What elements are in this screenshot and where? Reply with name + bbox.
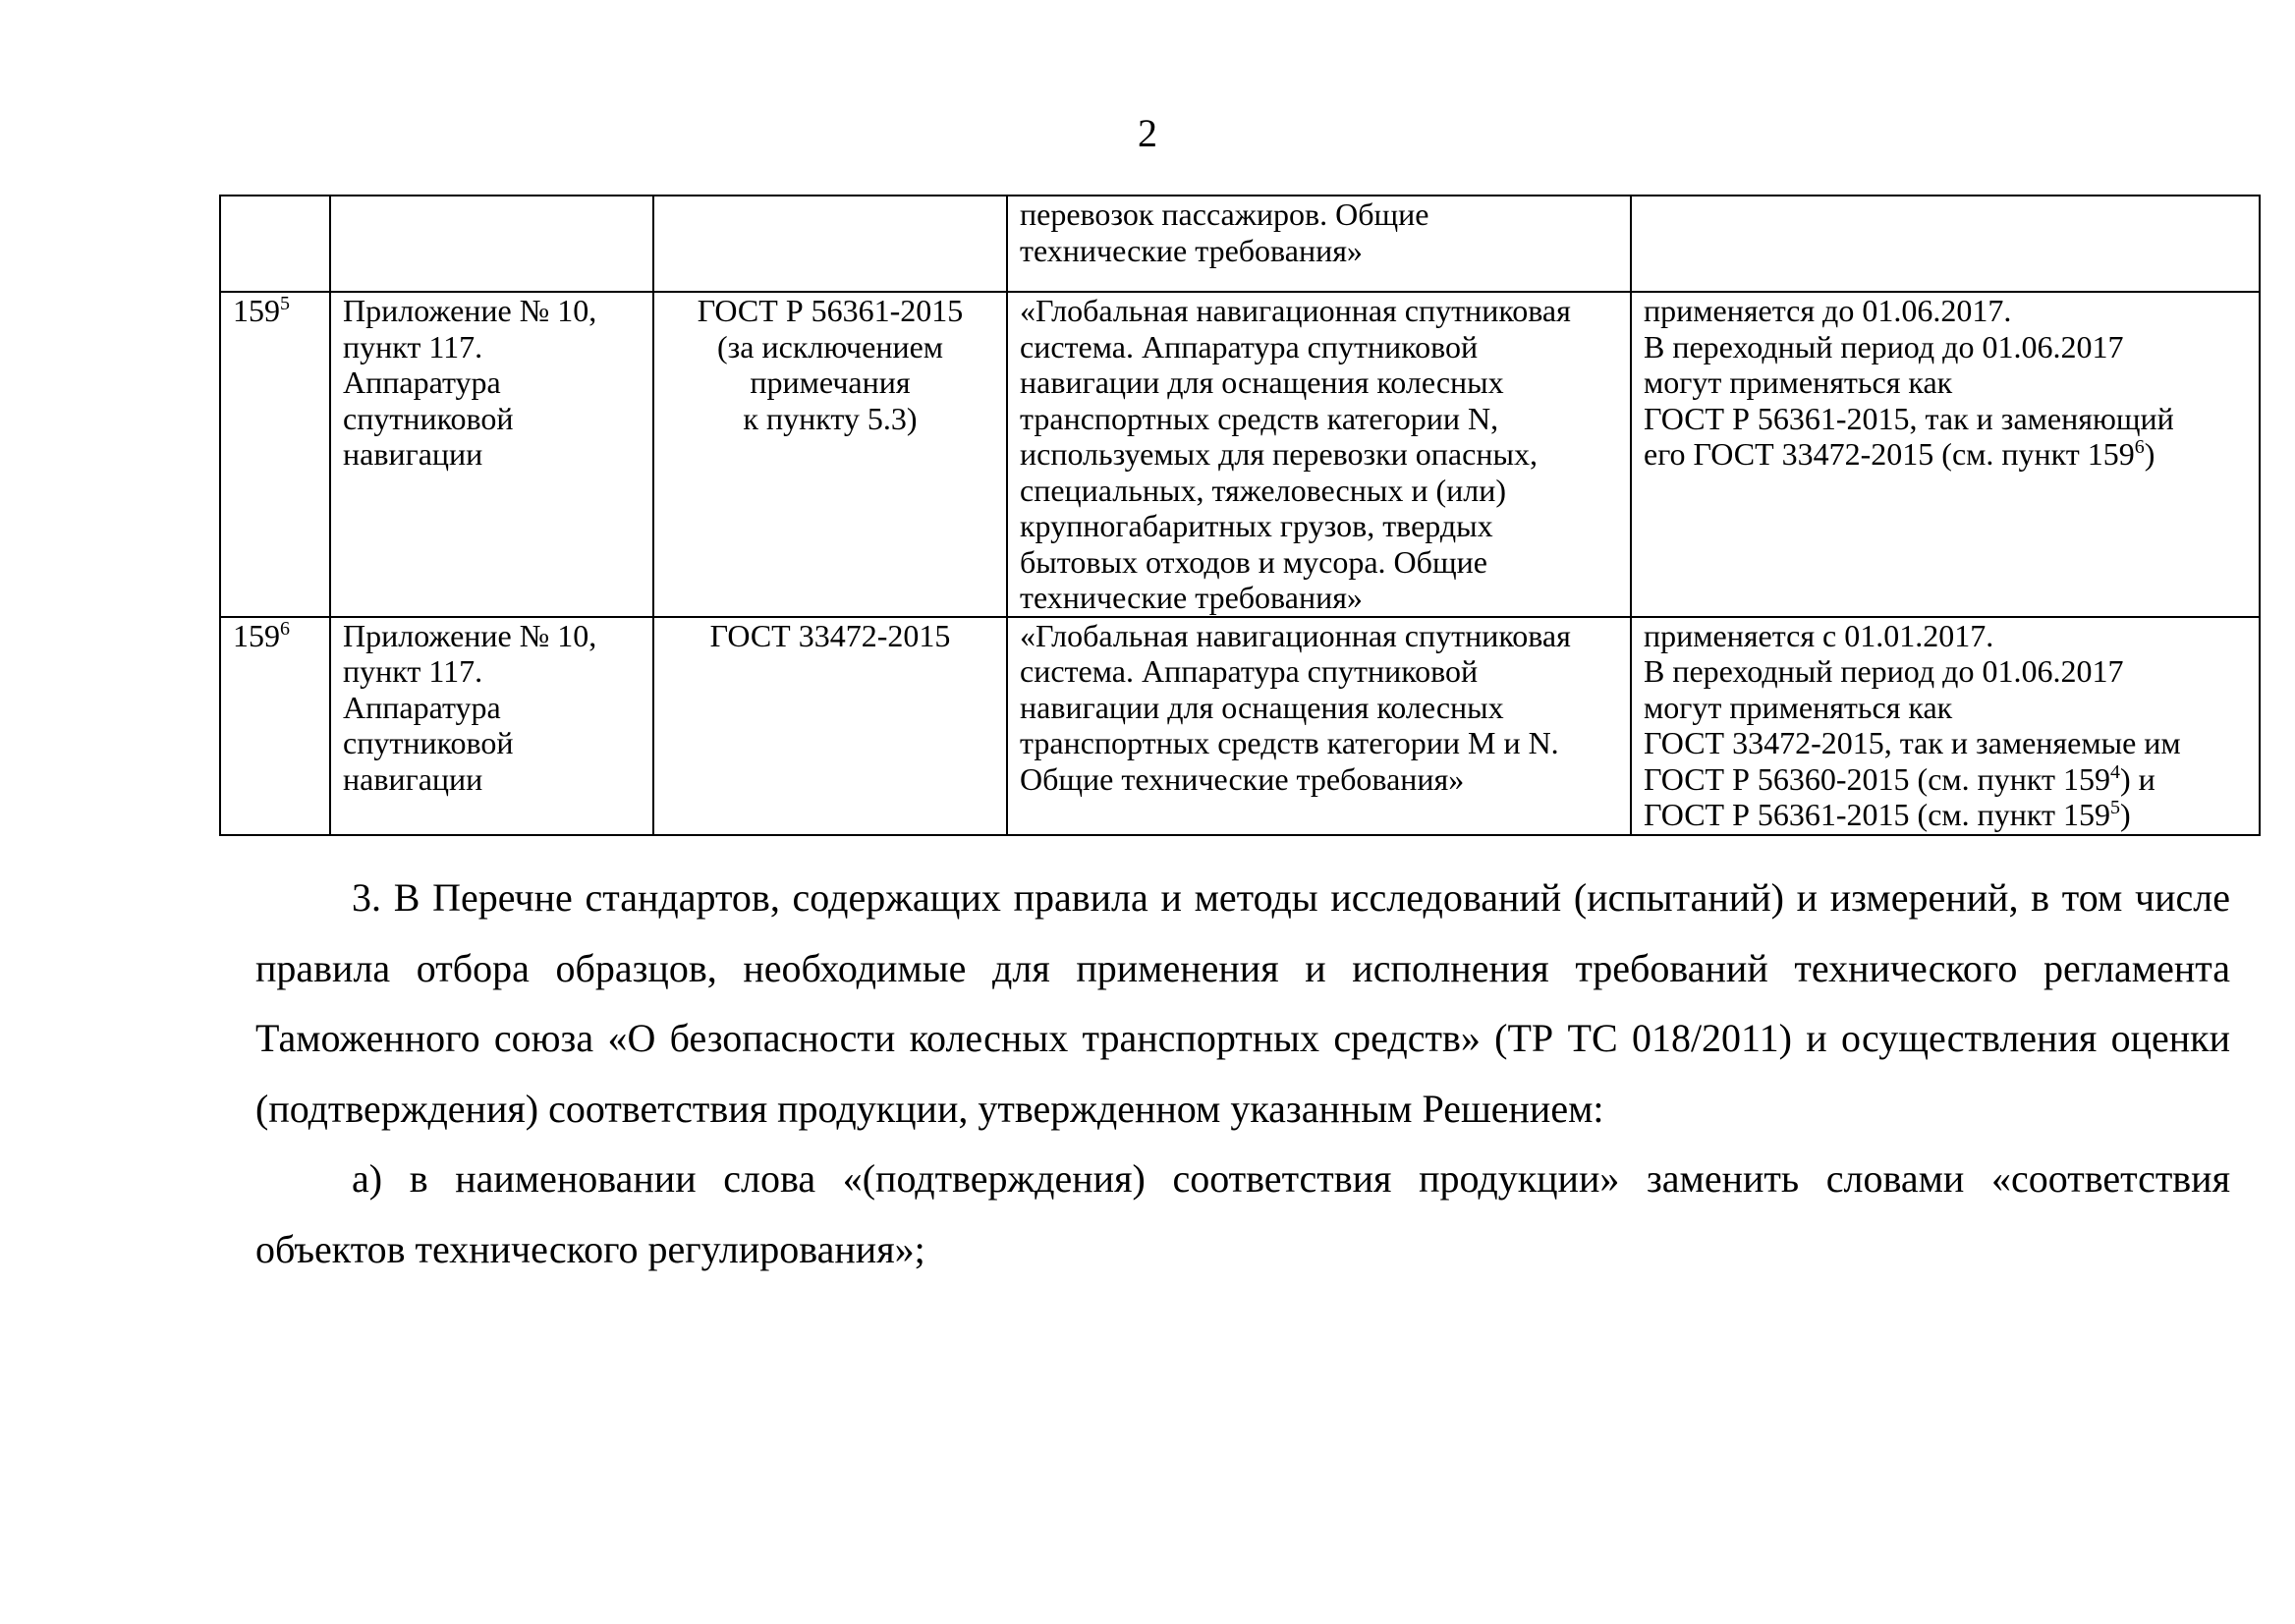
section-line: спутниковой [343, 400, 514, 436]
title-line: используемых для перевозки опасных, [1020, 436, 1538, 472]
note-line: могут применяться как [1644, 689, 1953, 725]
section-line: Аппаратура [343, 689, 501, 725]
cell-section [330, 292, 653, 617]
page-number: 2 [1138, 111, 1157, 155]
cell-standard [653, 292, 1007, 617]
note-line: ГОСТ Р 56361-2015 (см. пункт $159^5$) [1644, 797, 2131, 832]
cell-note [1631, 292, 2260, 617]
standard-line: к пункту 5.3) [743, 400, 918, 436]
item-number: 159 [233, 617, 280, 653]
section-line: Приложение № 10, [343, 293, 597, 328]
standards-table [219, 195, 2261, 836]
standard-line: ГОСТ Р 56361-2015 [697, 293, 964, 328]
paragraph-3: 3. В Перечне стандартов, содержащих правила и методы исследований (испытаний) и измерений, в том числе правила отбора образцов, необходимые для применения и исполнения требований технического регламента Таможенного союза «О безопасности колесных транспортных средств» (ТР ТС 018/2011) и осуществления оценки (подтверждения) соответствия продукции, утвержденном указанным Решением: [255, 875, 2230, 1131]
title-line: перевозок пассажиров. Общие [1020, 196, 1429, 232]
cell-standard [653, 617, 1007, 835]
note-line: могут применяться как [1644, 364, 1953, 400]
section-line: навигации [343, 436, 483, 472]
title-line: Общие технические требования» [1020, 760, 1465, 797]
standard-line: ГОСТ 33472-2015 [709, 617, 951, 653]
title-line: крупногабаритных грузов, твердых [1020, 508, 1493, 543]
item-number-superscript: 5 [280, 293, 290, 314]
title-line: навигации для оснащения колесных [1020, 689, 1504, 725]
note-line: В переходный период до 01.06.2017 [1644, 653, 2124, 689]
body-text [255, 863, 2230, 1284]
standard-line: (за исключением [716, 328, 944, 364]
note-line: применяется с 01.01.2017. [1644, 617, 1994, 653]
table-row-continuation [220, 196, 2260, 292]
note-superscript: 5 [2110, 797, 2121, 818]
title-line: технические требования» [1020, 580, 1363, 615]
cell-title [1007, 196, 1631, 292]
note-line: применяется до 01.06.2017. [1644, 293, 2012, 328]
section-line: пункт 117. [343, 328, 483, 364]
cell-title [1007, 617, 1631, 835]
table-row [220, 292, 2260, 617]
cell-title [1007, 292, 1631, 617]
note-line: В переходный период до 01.06.2017 [1644, 328, 2124, 364]
cell-note [1631, 617, 2260, 835]
note-line: его ГОСТ 33472-2015 (см. пункт $159^6$) [1644, 436, 2155, 472]
section-line: пункт 117. [343, 653, 483, 689]
cell-standard [653, 196, 1007, 292]
title-line: транспортных средств категории M и N. [1020, 725, 1559, 760]
cell-number [220, 617, 330, 835]
note-line: ГОСТ Р 56361-2015, так и заменяющий [1644, 400, 2174, 436]
title-line: транспортных средств категории N, [1020, 400, 1499, 436]
title-line: специальных, тяжеловесных и (или) [1020, 472, 1506, 508]
cell-section [330, 617, 653, 835]
item-number-superscript: 6 [280, 617, 290, 640]
section-line: спутниковой [343, 725, 514, 760]
title-line: система. Аппаратура спутниковой [1020, 328, 1479, 364]
note-superscript: 4 [2110, 760, 2121, 783]
title-line: система. Аппаратура спутниковой [1020, 653, 1479, 689]
item-number: 159 [233, 293, 280, 328]
standard-line: примечания [750, 364, 911, 400]
title-line: навигации для оснащения колесных [1020, 364, 1504, 400]
cell-section [330, 196, 653, 292]
note-superscript: 6 [2134, 436, 2145, 458]
table-row [220, 617, 2260, 835]
title-line: бытовых отходов и мусора. Общие [1020, 543, 1487, 580]
section-line: Приложение № 10, [343, 617, 597, 653]
title-line: «Глобальная навигационная спутниковая [1020, 293, 1571, 328]
section-line: Аппаратура [343, 364, 501, 400]
cell-number [220, 292, 330, 617]
note-line: ГОСТ 33472-2015, так и заменяемые им [1644, 725, 2181, 760]
title-line: «Глобальная навигационная спутниковая [1020, 617, 1571, 653]
note-line: ГОСТ Р 56360-2015 (см. пункт $159^4$) и [1644, 760, 2155, 797]
section-line: навигации [343, 760, 483, 797]
title-line: технические требования» [1020, 232, 1363, 268]
cell-note [1631, 196, 2260, 292]
cell-number [220, 196, 330, 292]
paragraph-a: а) в наименовании слова «(подтверждения) соответствия продукции» заменить словами «соответствия объектов технического регулирования»; [255, 1156, 2230, 1271]
